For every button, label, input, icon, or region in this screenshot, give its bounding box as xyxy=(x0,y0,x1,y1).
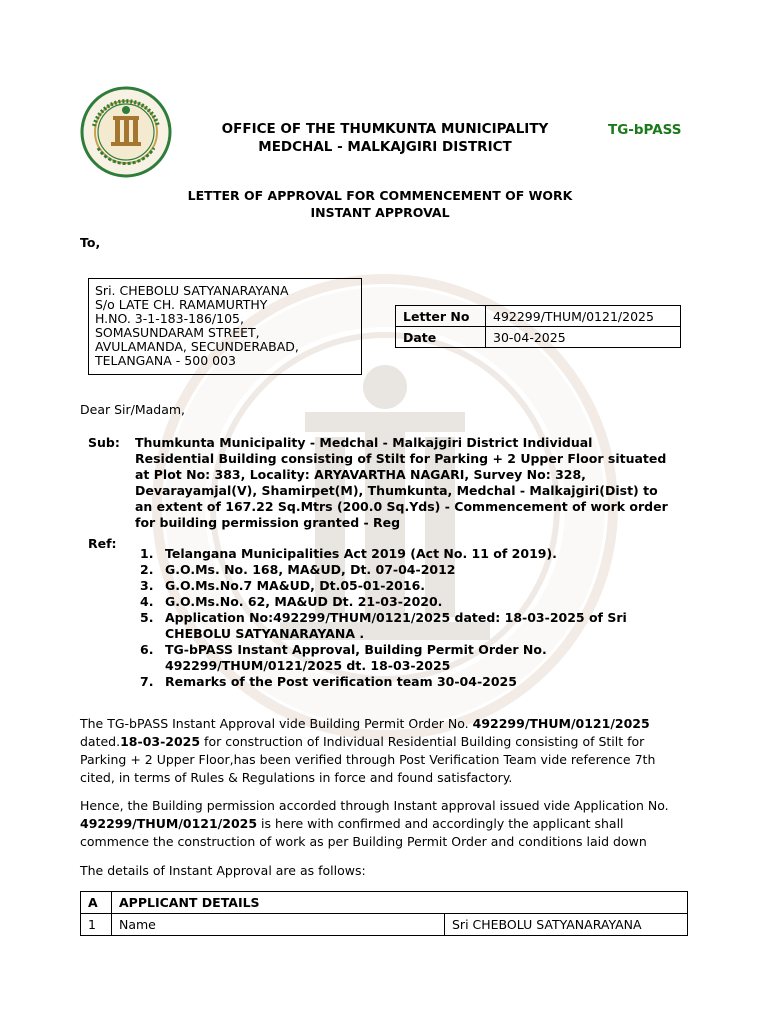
details-intro: The details of Instant Approval are as follows: xyxy=(80,863,366,878)
paragraph-text: dated. xyxy=(80,734,121,749)
address-line: SOMASUNDARAM STREET, xyxy=(95,325,260,340)
paragraph-text: is here with confirmed and accordingly the applicant shall commence the construction of work as per Building Permit Order and conditions laid down xyxy=(80,816,647,849)
address-line: H.NO. 3-1-183-186/105, xyxy=(95,311,244,326)
letter-title: LETTER OF APPROVAL FOR COMMENCEMENT OF WORK xyxy=(187,188,573,203)
letter-no-value: 492299/THUM/0121/2025 xyxy=(486,306,681,327)
applicant-details-table xyxy=(80,891,688,936)
reference-item xyxy=(140,594,660,610)
subject-label: Sub: xyxy=(88,435,120,450)
date-value: 30-04-2025 xyxy=(486,327,681,348)
permit-order-date: 18-03-2025 xyxy=(120,734,201,749)
salutation: Dear Sir/Madam, xyxy=(80,402,186,417)
reference-number: 7. xyxy=(140,674,154,689)
letter-no-row xyxy=(396,306,681,327)
reference-text: Telangana Municipalities Act 2019 (Act No. 11 of 2019). xyxy=(165,546,557,561)
reference-text: G.O.Ms.No.7 MA&UD, Dt.05-01-2016. xyxy=(165,578,426,593)
reference-item xyxy=(140,642,660,674)
section-title: APPLICANT DETAILS xyxy=(112,892,688,914)
reference-number: 1. xyxy=(140,546,154,561)
reference-label: Ref: xyxy=(88,536,117,551)
paragraph-confirmation xyxy=(80,797,680,851)
letter-subtitle: INSTANT APPROVAL xyxy=(310,205,450,220)
reference-item xyxy=(140,578,660,594)
row-number: 1 xyxy=(81,914,112,936)
reference-text: G.O.Ms.No. 62, MA&UD Dt. 21-03-2020. xyxy=(165,594,443,609)
reference-text: Remarks of the Post verification team 30-04-2025 xyxy=(165,674,517,689)
reference-item xyxy=(140,674,660,690)
address-box xyxy=(88,278,362,375)
section-header-row xyxy=(81,892,688,914)
paragraph-text: The TG-bPASS Instant Approval vide Building Permit Order No. xyxy=(80,716,473,731)
permit-order-number: 492299/THUM/0121/2025 xyxy=(472,716,650,731)
reference-item xyxy=(140,546,660,562)
reference-number: 5. xyxy=(140,610,154,625)
row-label: Name xyxy=(112,914,445,936)
subject-text: Thumkunta Municipality - Medchal - Malkajgiri District Individual Residential Building consisting of Stilt for Parking + 2 Upper Floor situated at Plot No: 383, Locality: ARYAVARTHA NAGARI, Survey No: 328, Devarayamjal(V), Shamirpet(M), Thumkunta, Medchal - Malkajgiri(Dist) to an extent of 167.22 Sq.Mtrs (200.0 Sq.Yds) - Commencement of work order for building permission granted - Reg xyxy=(135,435,668,530)
district-name: MEDCHAL - MALKAJGIRI DISTRICT xyxy=(258,139,512,155)
reference-item xyxy=(140,610,660,642)
paragraph-verification xyxy=(80,715,680,787)
date-label: Date xyxy=(396,327,486,348)
reference-text: G.O.Ms. No. 168, MA&UD, Dt. 07-04-2012 xyxy=(165,562,456,577)
paragraph-text: Hence, the Building permission accorded through Instant approval issued vide Application No. xyxy=(80,798,669,813)
letter-meta-table xyxy=(395,305,681,348)
table-row xyxy=(81,914,688,936)
tg-bpass-brand: TG-bPASS xyxy=(608,122,682,138)
reference-number: 4. xyxy=(140,594,154,609)
reference-number: 6. xyxy=(140,642,154,657)
reference-list xyxy=(140,546,660,690)
address-line: AVULAMANDA, SECUNDERABAD, xyxy=(95,339,299,354)
paragraph-text: for construction of Individual Residential Building consisting of Stilt for Parking + 2 Upper Floor,has been verified through Post Verification Team vide reference 7th cited, in terms of Rules & Regulations in force and found satisfactory. xyxy=(80,734,656,785)
office-name: OFFICE OF THE THUMKUNTA MUNICIPALITY xyxy=(221,121,549,137)
letter-no-label: Letter No xyxy=(396,306,486,327)
date-row xyxy=(396,327,681,348)
reference-number: 2. xyxy=(140,562,154,577)
reference-item xyxy=(140,562,660,578)
to-label: To, xyxy=(80,235,101,250)
address-line: Sri. CHEBOLU SATYANARAYANA xyxy=(95,283,289,298)
reference-text: TG-bPASS Instant Approval, Building Permit Order No. 492299/THUM/0121/2025 dt. 18-03-2025 xyxy=(165,642,547,673)
section-code: A xyxy=(81,892,112,914)
government-seal-icon xyxy=(80,86,172,178)
address-line: S/o LATE CH. RAMAMURTHY xyxy=(95,297,268,312)
reference-number: 3. xyxy=(140,578,154,593)
row-value: Sri CHEBOLU SATYANARAYANA xyxy=(445,914,688,936)
reference-text: Application No:492299/THUM/0121/2025 dated: 18-03-2025 of Sri CHEBOLU SATYANARAYANA . xyxy=(165,610,627,641)
application-number: 492299/THUM/0121/2025 xyxy=(80,816,258,831)
address-line: TELANGANA - 500 003 xyxy=(95,353,236,368)
